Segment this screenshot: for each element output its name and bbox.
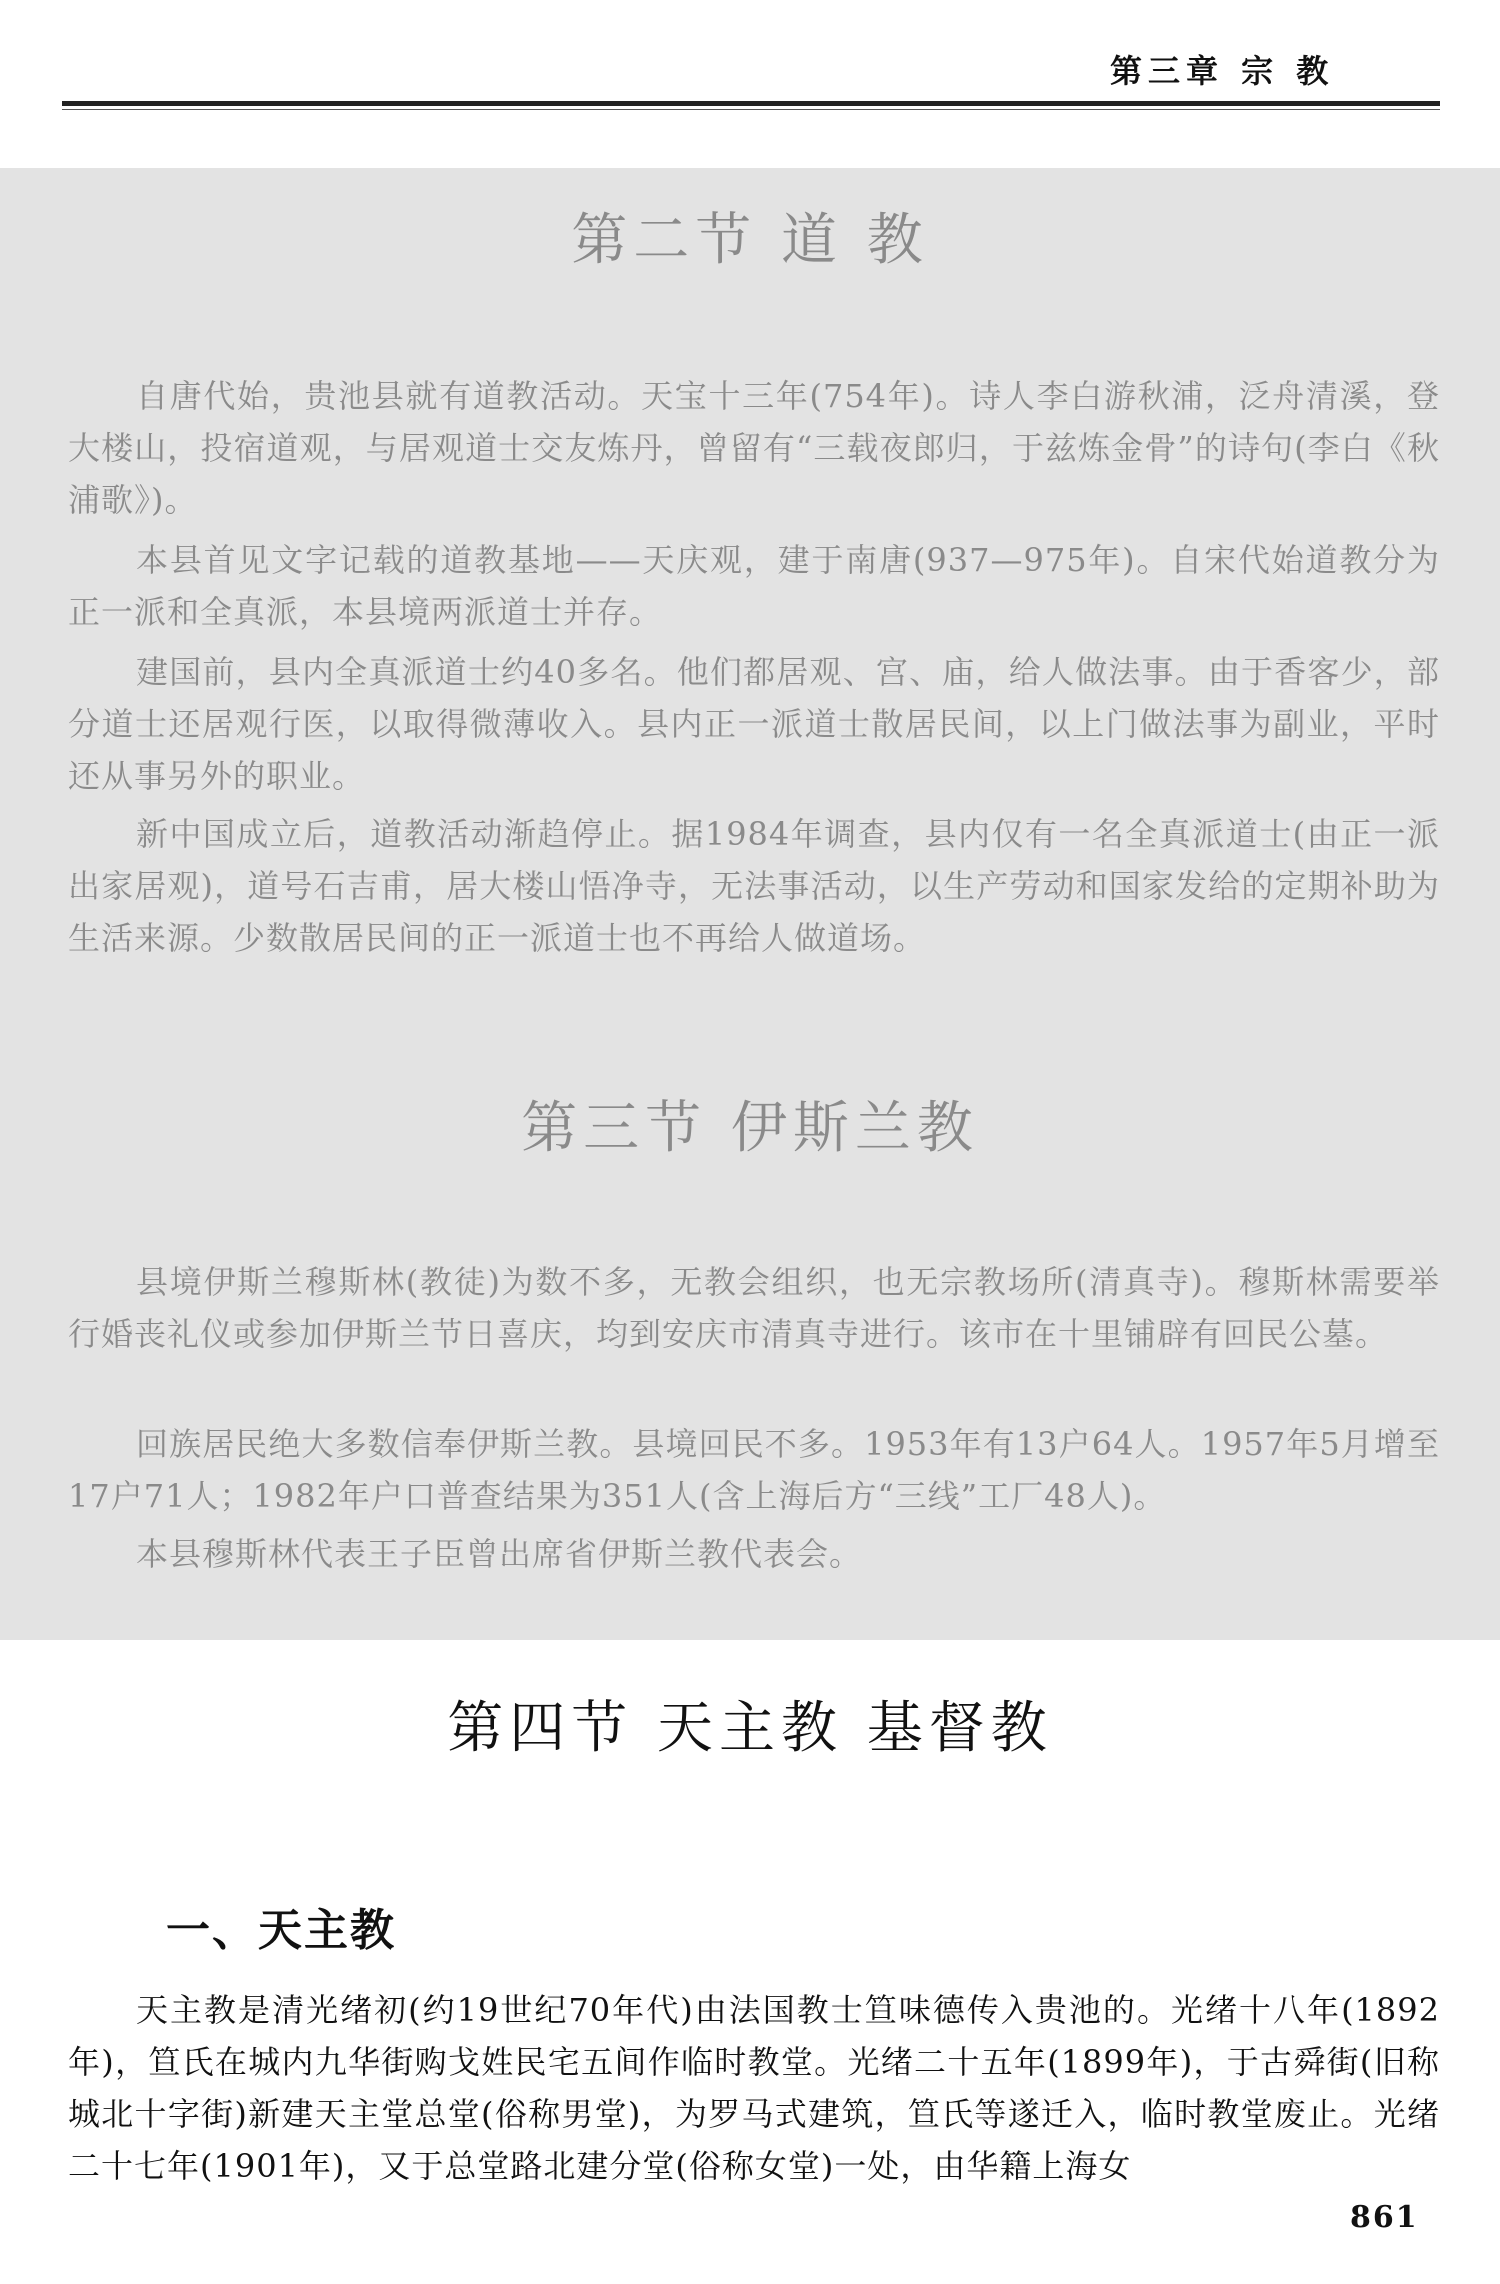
header-rule-thick (62, 101, 1440, 106)
header-rule-thin (62, 109, 1440, 110)
islam-paragraph-2: 回族居民绝大多数信奉伊斯兰教。县境回民不多。1953年有13户64人。1957年5月增至17户71人；1982年户口普查结果为351人(含上海后方“三线”工厂48人)。 (68, 1425, 1440, 1515)
taoism-paragraph-3: 建国前，县内全真派道士约40多名。他们都居观、宫、庙，给人做法事。由于香客少，部分道士还居观行医，以取得微薄收入。县内正一派道士散居民间，以上门做法事为副业，平时还从事另外的职业。 (68, 653, 1440, 795)
page-number: 861 (1350, 2200, 1419, 2235)
taoism-paragraph-2: 本县首见文字记载的道教基地——天庆观，建于南唐(937—975年)。自宋代始道教分为正一派和全真派，本县境两派道士并存。 (68, 541, 1440, 631)
subheading-catholicism: 一、天主教 (166, 1905, 396, 1956)
catholicism-paragraph-1: 天主教是清光绪初(约19世纪70年代)由法国教士笪味德传入贵池的。光绪十八年(1892年)，笪氏在城内九华街购戈姓民宅五间作临时教堂。光绪二十五年(1899年)，于古舜街(旧称城北十字街)新建天主堂总堂(俗称男堂)，为罗马式建筑，笪氏等遂迁入，临时教堂废止。光绪二十七年(1901年)，又于总堂路北建分堂(俗称女堂)一处，由华籍上海女 (68, 1991, 1440, 2185)
running-head: 第三章 宗 教 (1110, 52, 1335, 90)
islam-paragraph-3: 本县穆斯林代表王子臣曾出席省伊斯兰教代表会。 (136, 1535, 863, 1573)
islam-paragraph-1: 县境伊斯兰穆斯林(教徒)为数不多，无教会组织，也无宗教场所(清真寺)。穆斯林需要举行婚丧礼仪或参加伊斯兰节日喜庆，均到安庆市清真寺进行。该市在十里铺辟有回民公墓。 (68, 1263, 1440, 1353)
taoism-paragraph-1: 自唐代始，贵池县就有道教活动。天宝十三年(754年)。诗人李白游秋浦，泛舟清溪，登大楼山，投宿道观，与居观道士交友炼丹，曾留有“三载夜郎归，于兹炼金骨”的诗句(李白《秋浦歌》)。 (68, 377, 1440, 519)
section-title-taoism: 第二节 道 教 (571, 208, 929, 273)
taoism-paragraph-4: 新中国成立后，道教活动渐趋停止。据1984年调查，县内仅有一名全真派道士(由正一派出家居观)，道号石吉甫，居大楼山悟净寺，无法事活动，以生产劳动和国家发给的定期补助为生活来源。少数散居民间的正一派道士也不再给人做道场。 (68, 815, 1440, 957)
section-title-islam: 第三节 伊斯兰教 (521, 1096, 979, 1161)
section-title-christianity: 第四节 天主教 基督教 (447, 1696, 1053, 1761)
